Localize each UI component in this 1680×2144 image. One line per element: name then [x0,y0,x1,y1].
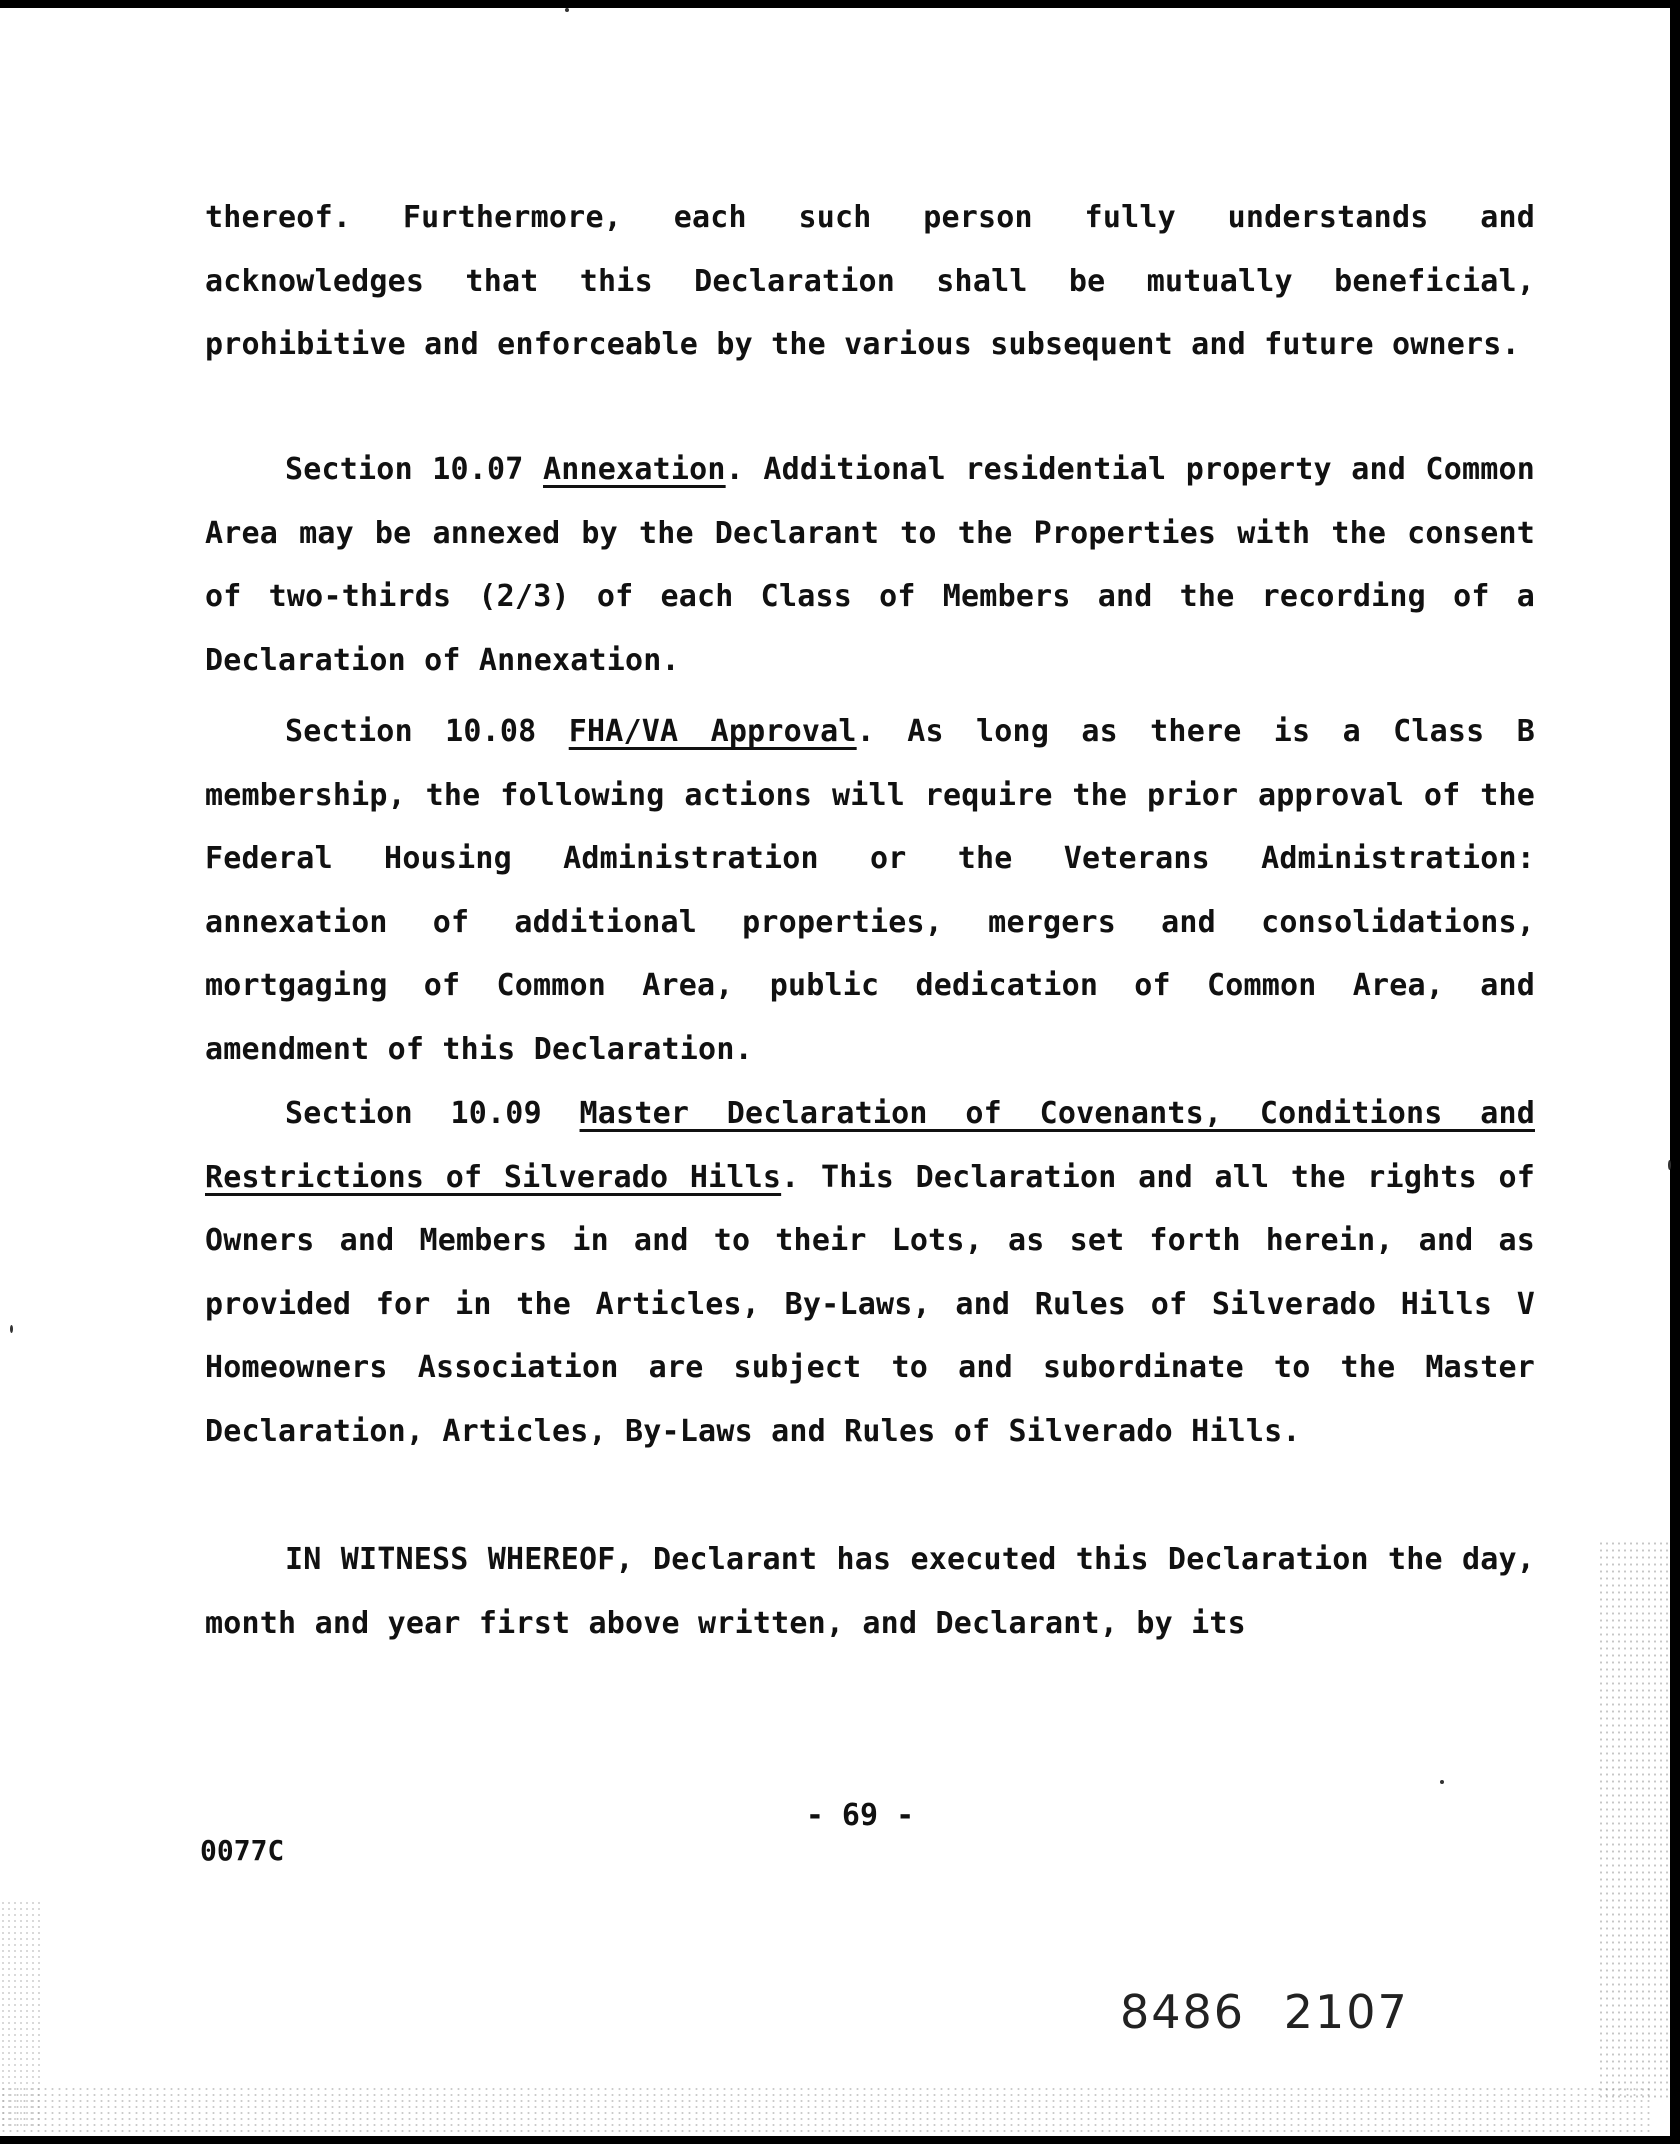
scan-speck [10,1325,13,1333]
section-number: Section 10.08 [285,714,569,749]
scan-speck [1668,1160,1671,1170]
section-heading-fha-va-approval: FHA/VA Approval [568,714,857,749]
section-10-07 [205,438,1535,692]
section-body: . Additional residential property and Common Area may be annexed by the Declarant to the Properties with the consent of two-thirds (2/3) of each Class of Members and the recording of a Declaration of Annexation. [205,452,1535,678]
bates-stamp: 8486 2107 [1120,1985,1409,2039]
document-code: 0077C [200,1834,285,1867]
section-10-09 [205,1082,1535,1463]
section-number: Section 10.09 [285,1096,580,1131]
page-number: - 69 - [805,1798,915,1833]
section-paragraph [205,700,1535,1081]
witness-paragraph [205,1528,1535,1655]
section-body: . This Declaration and all the rights of Owners and Members in and to their Lots, as set forth herein, and as provided for in the Articles, By-Laws, and Rules of Silverado Hills V Homeowners Association are subject to and subordinate to the Master Declaration, Articles, By-Laws and Rules of Silverado Hills. [205,1159,1535,1449]
scan-noise-bottom [0,2086,1650,2134]
section-10-08 [205,700,1535,1081]
scan-speck [1440,1780,1444,1784]
scan-speck [565,8,569,12]
section-paragraph [205,1082,1535,1463]
scan-edge-top [0,0,1680,8]
paragraph-text: thereof. Furthermore, each such person fully understands and acknowledges that this Declaration shall be mutually beneficial, prohibitive and enforceable by the various subsequent and future owners. [205,200,1535,362]
scan-edge-right [1670,0,1680,2144]
scan-noise-right [1598,1540,1668,2100]
section-number: Section 10.07 [285,452,544,487]
scan-noise-left [0,1900,40,2130]
section-heading-master-declaration: Master Declaration of Covenants, Conditions and Restrictions of Silverado Hills [205,1096,1535,1195]
scan-edge-bottom [0,2136,1680,2144]
section-heading-annexation: Annexation [543,452,726,487]
section-body: . As long as there is a Class B membership, the following actions will require the prior approval of the Federal Housing Administration or the Veterans Administration: annexation of additional properties, mergers and consolidations, mortgaging of Common Area, public dedication of Common Area, and amendment of this Declaration. [205,714,1535,1067]
paragraph-continuation [205,186,1535,377]
section-paragraph [205,438,1535,692]
paragraph-text: IN WITNESS WHEREOF, Declarant has executed this Declaration the day, month and year first above written, and Declarant, by its [205,1542,1535,1641]
